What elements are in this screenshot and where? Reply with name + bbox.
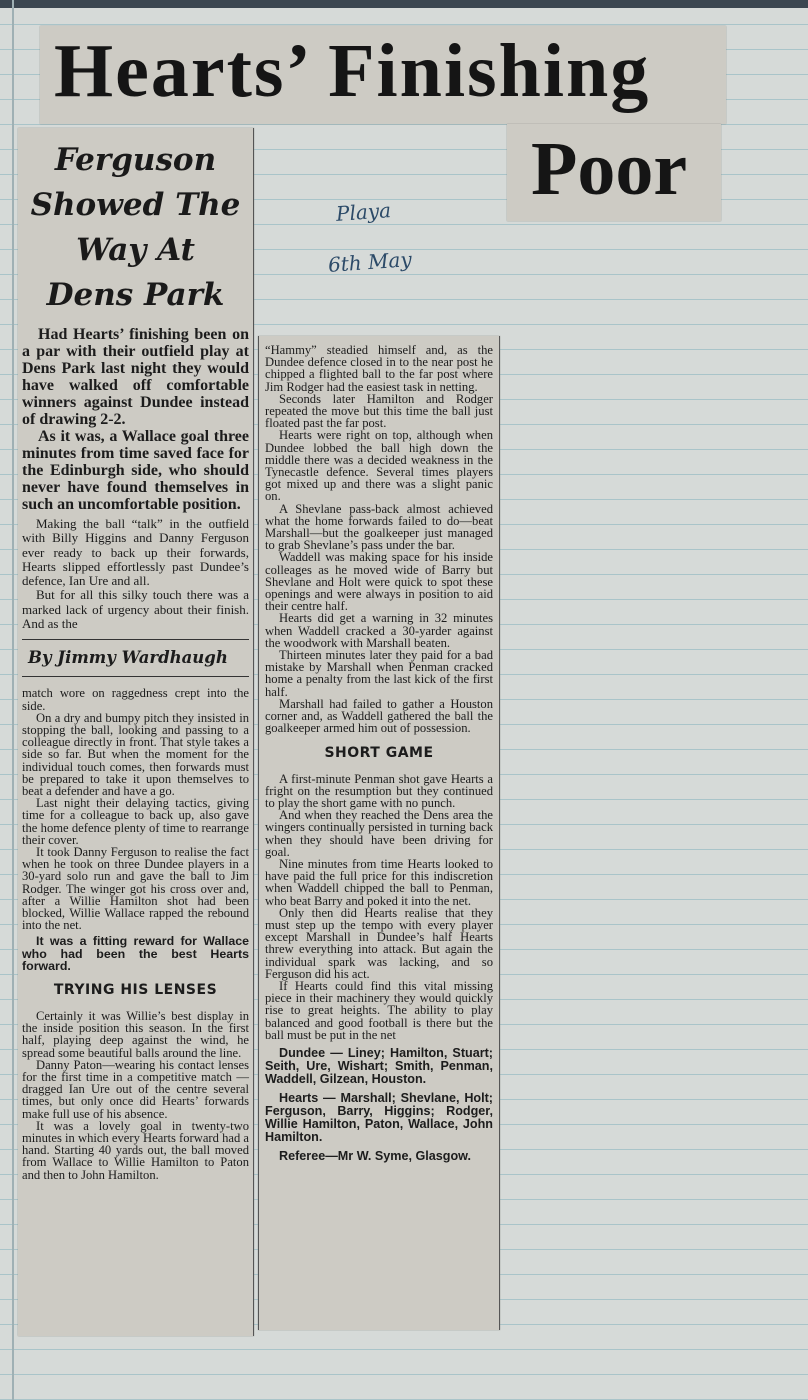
subheadline (22, 138, 249, 318)
subheadline-line: Showed The (30, 187, 241, 223)
article-section-4 (265, 344, 493, 1163)
margin-line (12, 0, 14, 1400)
section-heading: SHORT GAME (324, 744, 434, 761)
page-edge (0, 0, 808, 8)
paragraph: As it was, a Wallace goal three minutes from time saved face for the Edinburgh side, who should never have found themselves in such an uncomfortable position. (22, 428, 249, 513)
headline-continued: Poor (531, 127, 688, 211)
paragraph: It took Danny Ferguson to realise the fact when he took on three Dundee players in a 30-yard solo run and gave the ball to Jim Rodger. The winger got his cross over and, after a Willie Hamilton shot had been blocked, Willie Wallace rapped the rebound into the net. (22, 845, 249, 933)
paragraph: “Hammy” steadied himself and, as the Dundee defence closed in to the near post he chipped a flighted ball to the far post where Jim Rodger had the easiest task in netting. (265, 343, 493, 394)
team-lineups (265, 1047, 493, 1163)
dundee-lineup: Dundee — Liney; Hamilton, Stuart; Seith, Ure, Wishart; Smith, Penman, Waddell, Gilzean, Houston. (265, 1045, 493, 1086)
paragraph: Certainly it was Willie’s best display in the inside position this season. In the first half, playing deep against the wind, he spread some beautiful balls around the line. (22, 1009, 249, 1060)
paragraph: Hearts did get a warning in 32 minutes when Waddell cracked a 30-yarder against the woodwork with Marshall beaten. (265, 611, 493, 650)
paragraph: But for all this silky touch there was a marked lack of urgency about their finish. And as the (22, 587, 249, 632)
lead-paragraphs (22, 326, 249, 513)
headline-clipping (40, 26, 726, 124)
paragraph: Last night their delaying tactics, giving time for a colleague to back up, also gave the home defence plenty of time to rearrange their cover. (22, 796, 249, 847)
paragraph: And when they reached the Dens area the wingers continually persisted in turning back when they should have been driving for goal. (265, 808, 493, 859)
left-column (18, 128, 254, 1336)
paragraph: Danny Paton—wearing his contact lenses for the first time in a competitive match — dragged Ian Ure out of the centre several times, but only once did Hearts’ forwards make full use of his absence. (22, 1057, 249, 1121)
section-heading: TRYING HIS LENSES (53, 982, 218, 999)
subheadline-line: Way At (76, 232, 195, 268)
paragraph: It was a lovely goal in twenty-two minutes in which every Hearts forward had a hand. Starting 40 yards out, the ball moved from Wallace to Willie Hamilton to Paton and then to John Hamilton. (22, 1118, 249, 1182)
article-section-1 (22, 517, 249, 631)
hearts-lineup: Hearts — Marshall; Shevlane, Holt; Ferguson, Barry, Higgins; Rodger, Willie Hamilton, Paton, Wallace, John Hamilton. (265, 1090, 493, 1144)
paragraph: If Hearts could find this vital missing piece in their machinery they would quickly rise to great heights. The ability to play balanced and good football is there but the ball must be put in the net (265, 978, 493, 1042)
paragraph: Had Hearts’ finishing been on a par with their outfield play at Dens Park last night they would have walked off comfortable winners against Dundee instead of drawing 2-2. (22, 326, 249, 428)
paragraph: Waddell was making space for his inside colleages as he moved wide of Barry but Shevlane and Holt were quick to spot these openings and were always in position to aid their centre half. (265, 550, 493, 614)
paragraph: Nine minutes from time Hearts looked to have paid the full price for this indiscretion when Waddell chipped the ball to Penman, who beat Barry and poked it into the net. (265, 856, 493, 908)
paragraph: A Shevlane pass-back almost achieved what the home forwards failed to do—beat Marshall—but the goalkeeper just managed to grab Shevlane’s pass under the bar. (265, 501, 493, 553)
paragraph: Hearts were right on top, although when Dundee lobbed the ball high down the middle there was a decided weakness in the Tynecastle defence. Several times players got mixed up and there was a slight panic on. (265, 428, 493, 504)
paragraph: Making the ball “talk” in the outfield with Billy Higgins and Danny Ferguson ever ready to back up their forwards, Hearts slipped effortlessly past Dundee’s defence, Ian Ure and all. (22, 516, 249, 589)
paragraph: Only then did Hearts realise that they must step up the tempo with every player except Marshall in Dundee’s half Hearts threw everything into attack. But again the individual spark was lacking, and so Ferguson did his act. (265, 905, 493, 981)
paragraph: A first-minute Penman shot gave Hearts a fright on the resumption but they continued to play the short game with no punch. (265, 771, 493, 810)
byline: By Jimmy Wardhaugh (28, 648, 228, 668)
paragraph: match wore on raggedness crept into the side. (22, 686, 249, 713)
paragraph: Thirteen minutes later they paid for a bad mistake by Marshall when Penman cracked home a penalty from the last kick of the first half. (265, 648, 493, 699)
right-column (258, 336, 500, 1330)
paragraph: On a dry and bumpy pitch they insisted in stopping the ball, looking and passing to a colleague directly in front. That style takes a side so far. But when the moment for the individual touch comes, then forwards must be prepared to take it upon themselves to beat a defender and have a go. (22, 710, 249, 798)
headline-clipping-2 (507, 124, 721, 221)
paragraph-bold: It was a fitting reward for Wallace who had been the best Hearts forward. (22, 934, 249, 973)
paragraph: Seconds later Hamilton and Rodger repeated the move but this time the ball just floated past the far post. (265, 391, 493, 431)
article-section-2 (22, 687, 249, 1181)
subheadline-line: Dens Park (46, 277, 225, 313)
byline-box (22, 639, 249, 677)
referee: Referee—Mr W. Syme, Glasgow. (279, 1148, 471, 1163)
handwritten-note-date: 6th May (327, 247, 413, 277)
subheadline-line: Ferguson (54, 142, 217, 178)
paragraph: Marshall had failed to gather a Houston corner and, as Waddell gathered the ball the goalkeeper armed him out of possession. (265, 696, 493, 736)
headline: Hearts’ Finishing (54, 29, 651, 113)
handwritten-note-publication: Playa (335, 198, 392, 226)
